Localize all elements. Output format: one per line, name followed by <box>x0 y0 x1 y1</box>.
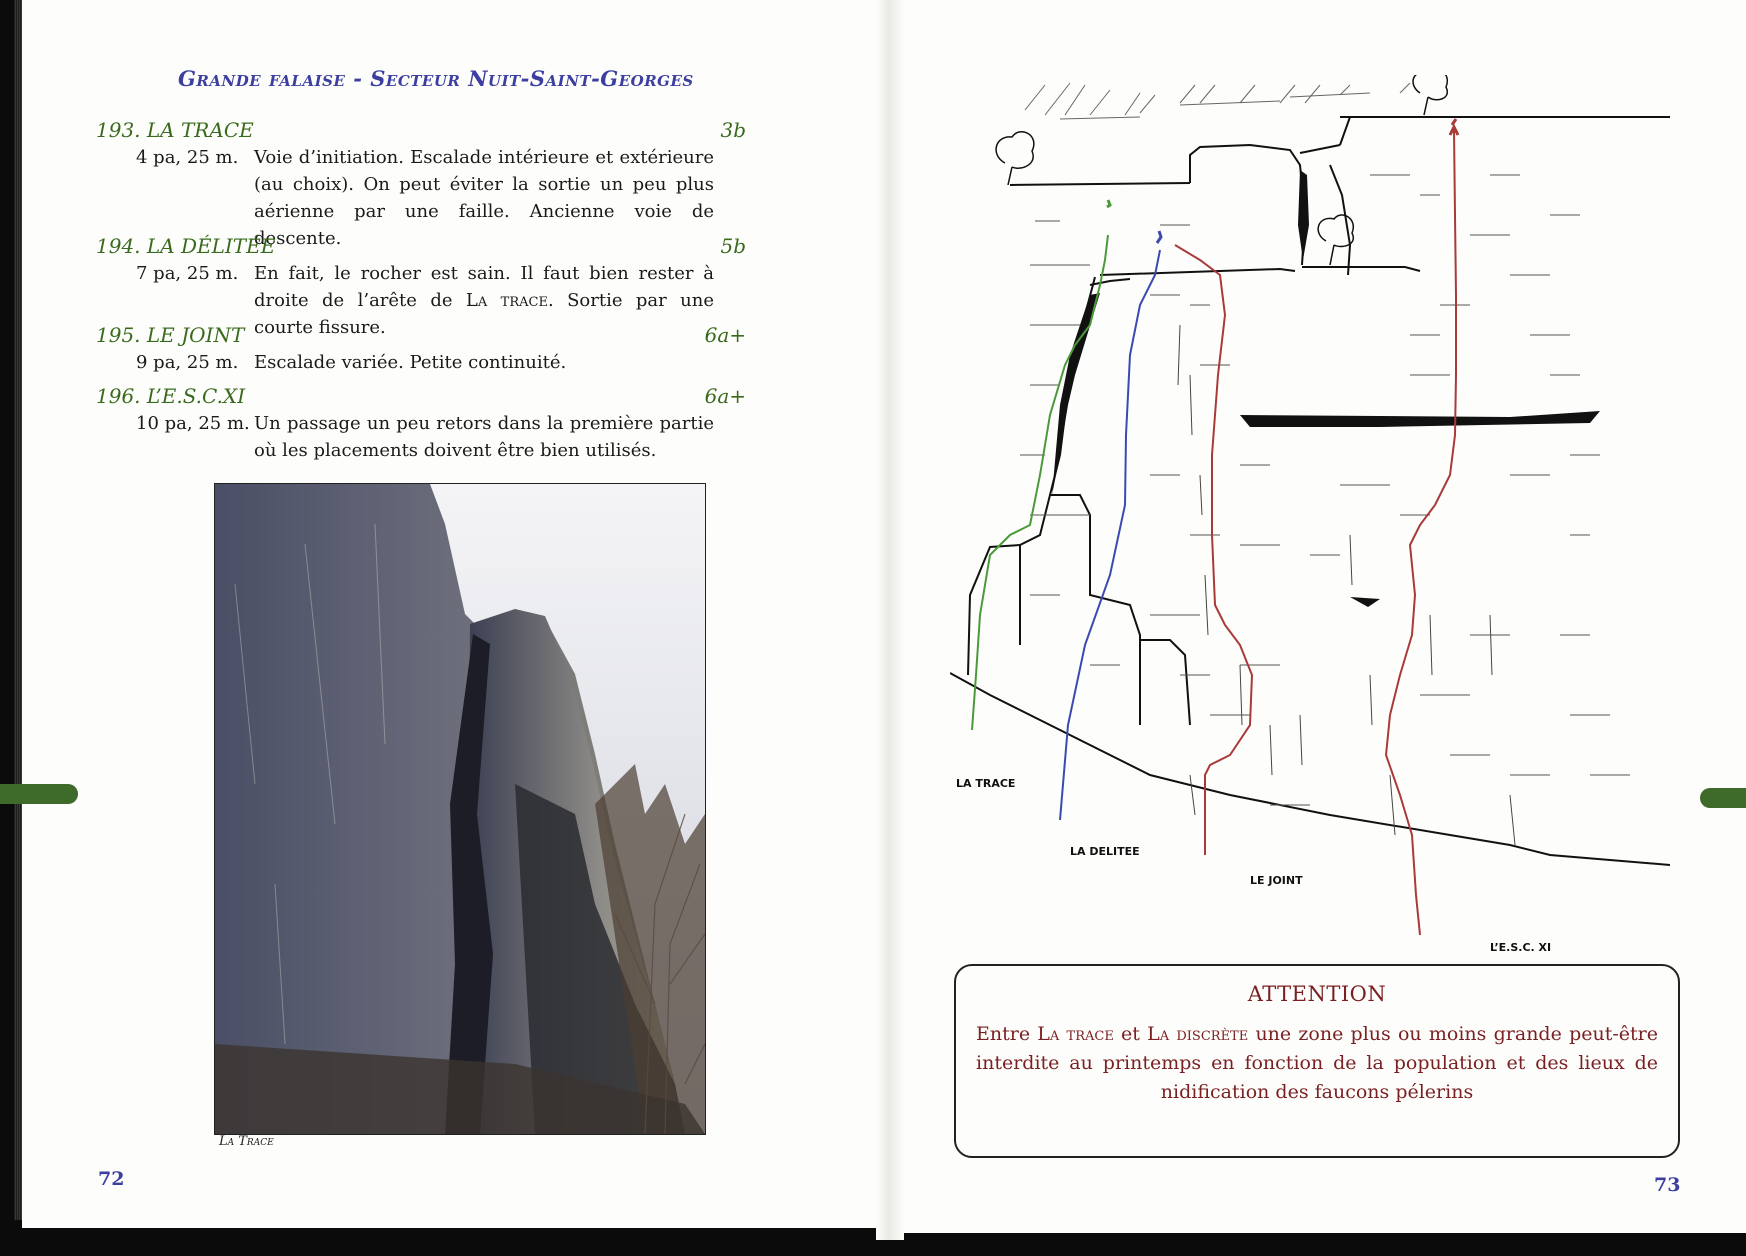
route-line-la-delitee <box>1060 250 1160 820</box>
route-grade: 6a+ <box>704 323 746 347</box>
attention-text-part: et <box>1113 1023 1148 1045</box>
attention-route-ref: La trace <box>1037 1023 1114 1045</box>
topo-label-la-trace: LA TRACE <box>956 777 1016 790</box>
attention-text <box>976 1020 1658 1107</box>
cliff-photo <box>214 483 706 1135</box>
route-grade: 6a+ <box>704 384 746 408</box>
page-number-right: 73 <box>1654 1174 1681 1196</box>
route-line-esc-xi <box>1386 130 1456 935</box>
route-ref: La trace <box>465 290 548 311</box>
route-name: 196. L’E.S.C.XI <box>96 384 246 408</box>
topo-hatching <box>1025 83 1410 119</box>
route-196 <box>96 384 746 464</box>
topo-label-esc-xi: L’E.S.C. XI <box>1490 941 1552 954</box>
topo-small-roof <box>1350 597 1380 607</box>
route-description: Un passage un peu retors dans la première partie où les placements doivent être bien utilisés. <box>254 413 714 461</box>
route-meta: 9 pa, 25 m. <box>136 352 239 373</box>
topo-dark-flake <box>1052 293 1100 495</box>
route-name: 195. LE JOINT <box>96 323 245 347</box>
right-thumb-tab <box>1700 788 1746 808</box>
route-meta: 10 pa, 25 m. <box>136 413 250 434</box>
cliff-photo-image <box>215 484 705 1134</box>
route-195 <box>96 323 746 376</box>
left-thumb-tab <box>0 784 78 804</box>
topo-cliff-outline <box>950 117 1670 865</box>
topo-roof <box>1240 411 1600 427</box>
route-line-le-joint <box>1175 245 1252 855</box>
route-description: Escalade variée. Petite continuité. <box>254 352 567 373</box>
topo-label-la-delitee: LA DELITEE <box>1070 845 1140 858</box>
attention-notice <box>954 964 1680 1158</box>
book-gutter <box>876 0 904 1240</box>
topo-strata <box>1020 175 1630 805</box>
route-grade: 3b <box>720 118 746 142</box>
topo-label-le-joint: LE JOINT <box>1250 874 1303 887</box>
route-topo-diagram <box>950 75 1670 955</box>
sector-title: Grande falaise - Secteur Nuit-Saint-Georges <box>178 66 694 91</box>
route-name: 193. LA TRACE <box>96 118 254 142</box>
route-belay-la-delitee <box>1157 231 1161 243</box>
route-meta: 4 pa, 25 m. <box>136 147 239 168</box>
route-description: Voie d’initiation. Escalade intérieure et extérieure (au choix). On peut éviter la sortie un peu plus aérienne par une faille. Ancienne voie de descente. <box>254 147 714 249</box>
route-description-part: En fait, le rocher est sain. Il faut bien rester à droite de l’arête de <box>254 263 714 311</box>
topo-cracks <box>1178 325 1515 845</box>
photo-caption: La Trace <box>219 1134 274 1149</box>
route-belay-la-trace <box>1107 200 1110 207</box>
route-meta: 7 pa, 25 m. <box>136 263 239 284</box>
route-description-part: . Sortie par une courte fissure. <box>254 290 714 338</box>
attention-text-part: Entre <box>976 1023 1038 1045</box>
topo-dark-flake <box>1298 170 1309 260</box>
attention-title: ATTENTION <box>1247 982 1387 1006</box>
route-grade: 5b <box>720 234 746 258</box>
attention-text-part: une zone plus ou moins grande peut-être interdite au printemps en fonction de la population et des lieux de nidification des faucons pélerins <box>976 1023 1658 1103</box>
page-number-left: 72 <box>98 1168 125 1190</box>
attention-route-ref: La discrète <box>1147 1023 1249 1045</box>
route-193 <box>96 118 746 252</box>
route-name: 194. LA DÉLITÉE <box>96 234 276 258</box>
